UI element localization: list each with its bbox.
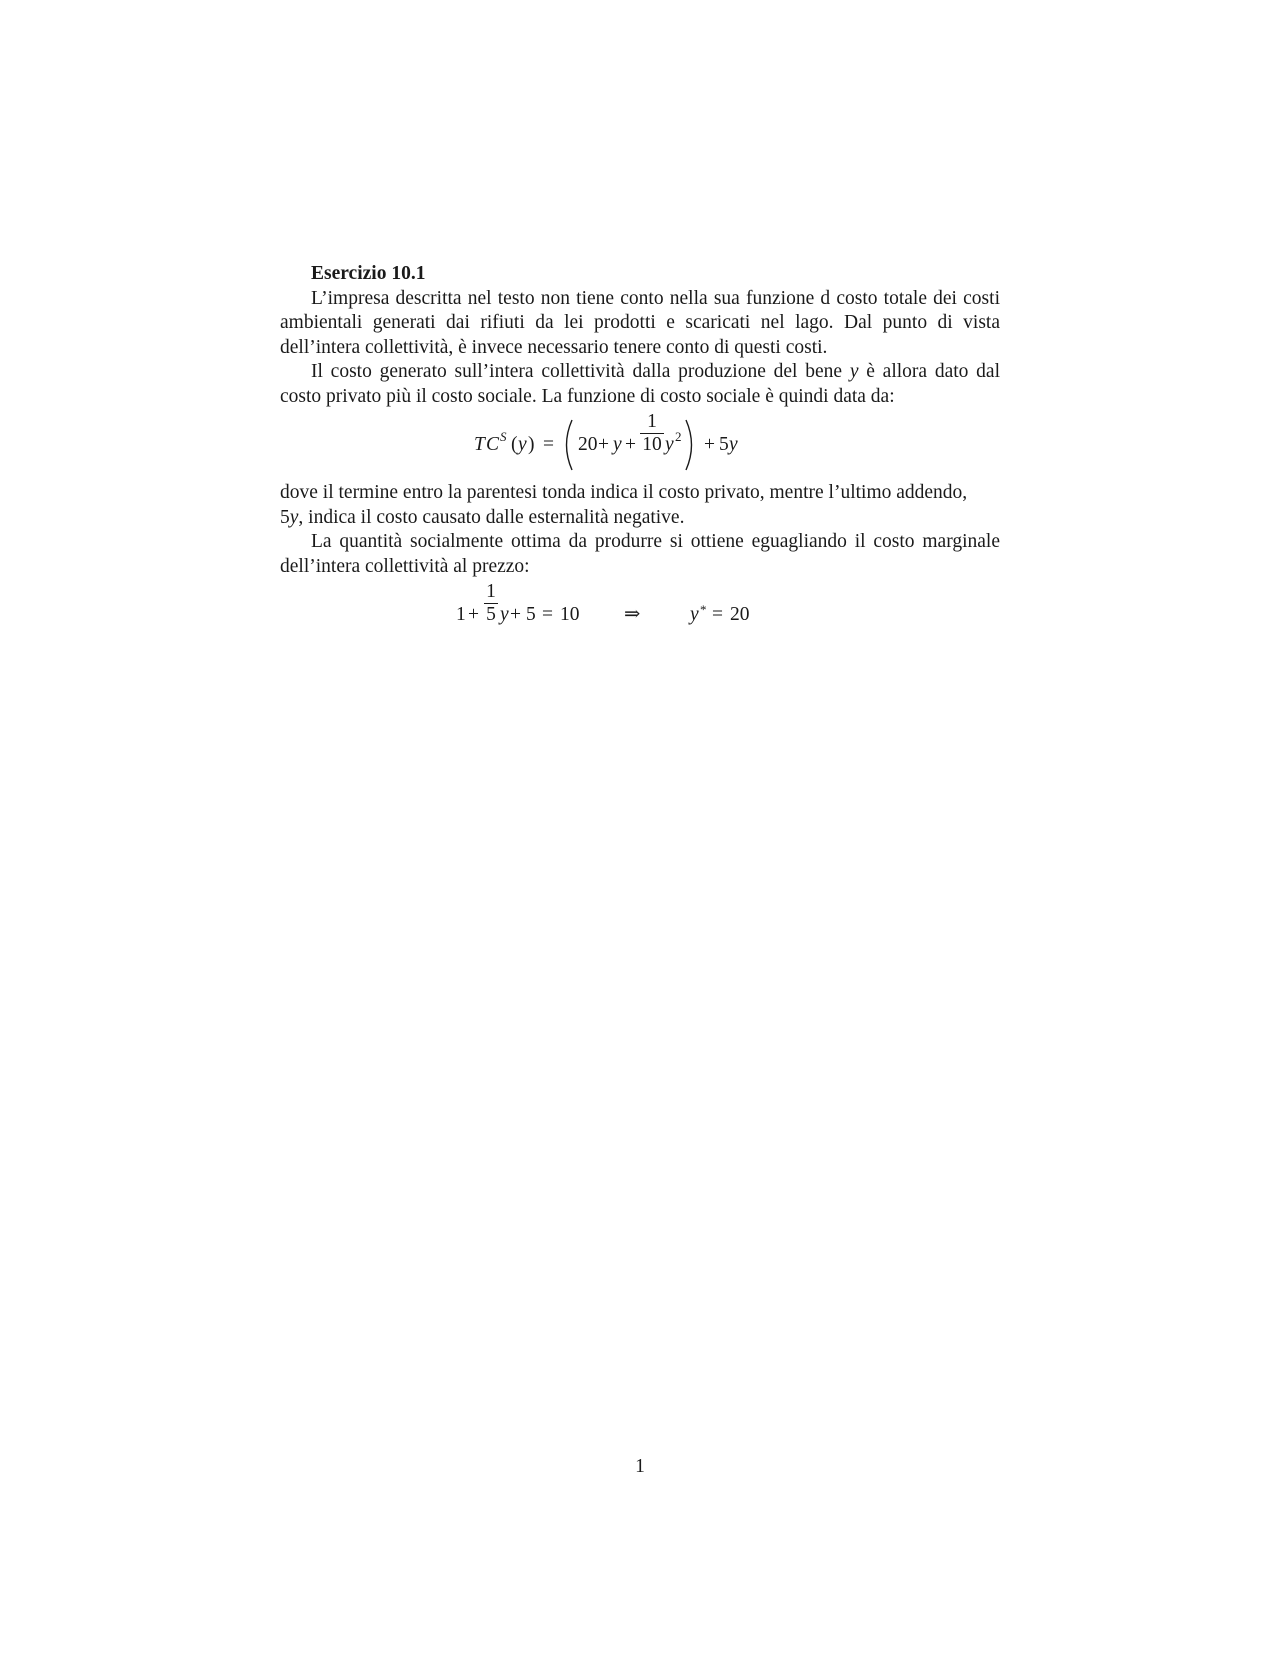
- eq2-fraction-numerator: 1: [486, 581, 496, 602]
- eq2-result-var: y: [690, 604, 699, 625]
- eq2-plus-1: +: [468, 604, 479, 625]
- paragraph-3-var: y: [289, 506, 299, 528]
- eq1-symbol-t: T: [474, 434, 485, 455]
- eq2-plus-2: +: [510, 604, 521, 625]
- paragraph-3-num: 5: [280, 506, 290, 528]
- eq1-exponent-2: 2: [675, 429, 682, 444]
- eq2-fraction-denominator: 5: [486, 604, 496, 625]
- eq1-term-20: 20: [578, 434, 598, 455]
- paragraph-1: L’impresa descritta nel testo non tiene conto nella sua funzione d costo totale dei costi ambientali generati dai rifiuti da lei prodotti e scaricati nel lago. Dal punto di vista dell’intera collettività, è invece necessario tenere conto di questi costi.: [280, 287, 1000, 358]
- eq1-arg-open: (: [511, 434, 518, 455]
- eq2-result-value: 20: [730, 604, 750, 625]
- paragraph-2-variable: y: [849, 361, 859, 382]
- eq1-superscript-s: S: [500, 429, 507, 444]
- eq1-fraction-numerator: 1: [647, 411, 657, 432]
- paragraph-3-line-1: dove il termine entro la parentesi tonda indica il costo privato, mentre l’ultimo addendo,: [280, 482, 968, 503]
- eq2-term-5: 5: [526, 604, 536, 625]
- optimal-quantity-equation: [280, 579, 1000, 651]
- eq2-fraction: [484, 582, 498, 625]
- eq1-fraction: [640, 412, 664, 455]
- document-body: [280, 262, 1000, 651]
- page-number: 1: [635, 1456, 645, 1477]
- eq1-term-y: y: [613, 434, 622, 455]
- paragraph-3-line-2: [280, 506, 1000, 531]
- eq1-plus-1: +: [598, 434, 609, 455]
- eq1-plus-2: +: [625, 434, 636, 455]
- eq1-arg-var: y: [518, 434, 527, 455]
- eq1-term-5: 5: [719, 434, 729, 455]
- eq1-term-y-squared: y: [665, 434, 674, 455]
- eq2-rhs: 10: [560, 604, 580, 625]
- eq2-term-1: 1: [456, 604, 466, 625]
- eq1-term-5-var: y: [729, 434, 738, 455]
- eq1-left-paren: [560, 419, 574, 471]
- eq1-symbol-c: C: [486, 434, 500, 455]
- eq1-plus-3: +: [704, 434, 715, 455]
- eq2-var-y: y: [500, 604, 509, 625]
- eq2-result-star: *: [700, 602, 707, 617]
- paragraph-3-rest: , indica il costo causato dalle esternalità negative.: [298, 506, 685, 528]
- paragraph-2-text-b: è allora dato dal costo privato più il costo sociale. La funzione di costo sociale è quindi data da:: [280, 361, 1000, 407]
- eq1-equals: =: [543, 434, 554, 455]
- eq1-fraction-denominator: 10: [642, 434, 662, 455]
- social-cost-equation: [280, 409, 1000, 481]
- eq2-equals: =: [542, 604, 553, 625]
- eq1-arg-close: ): [528, 434, 535, 455]
- eq2-result-equals: =: [712, 604, 723, 625]
- paragraph-2: [280, 360, 1000, 409]
- eq1-right-paren: [684, 419, 698, 471]
- paragraph-2-text-a: Il costo generato sull’intera collettività dalla produzione del bene: [311, 361, 850, 382]
- implies-arrow: ⇒: [624, 604, 641, 625]
- exercise-heading: Esercizio 10.1: [311, 263, 426, 284]
- paragraph-4: La quantità socialmente ottima da produrre si ottiene eguagliando il costo marginale dell’intera collettività al prezzo:: [280, 531, 1000, 577]
